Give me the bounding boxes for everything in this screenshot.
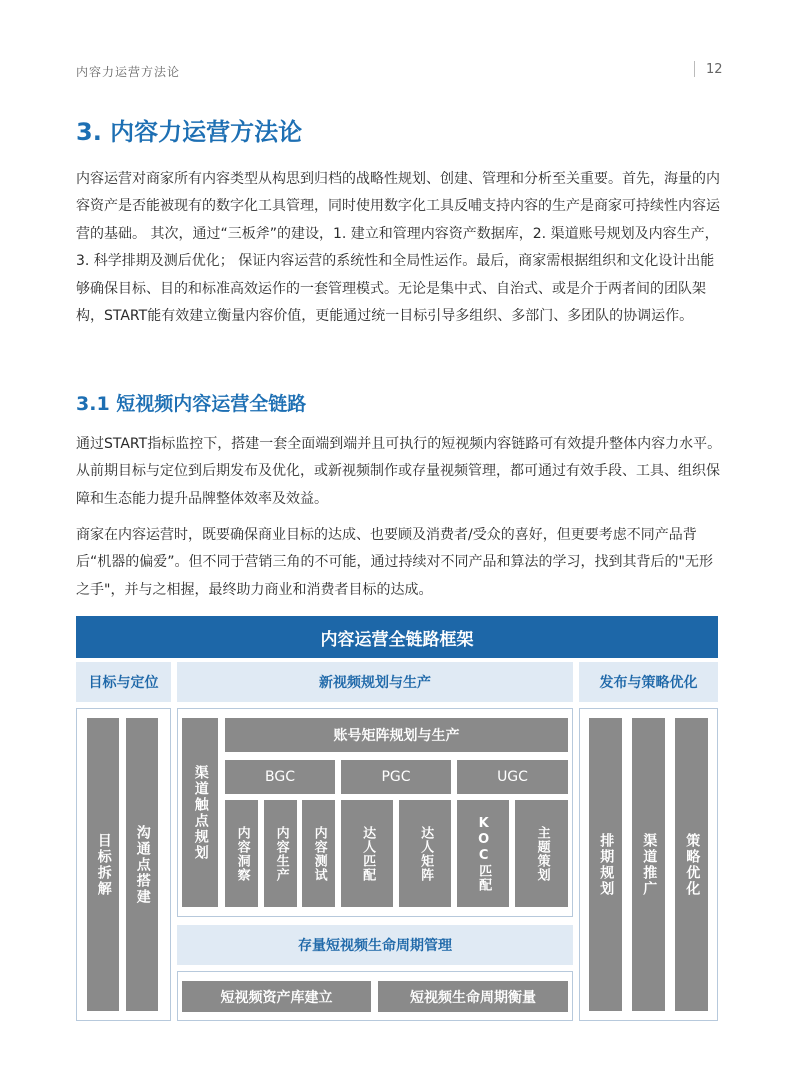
- publish-item-label: 渠道推广: [641, 832, 658, 897]
- bgc-item: [225, 800, 258, 907]
- bgc-item: [264, 800, 297, 907]
- goal-item: [87, 718, 119, 1011]
- running-header-title: 内容力运营方法论: [76, 65, 181, 79]
- ugc-bar: UGC: [457, 760, 568, 794]
- pgc-item: [399, 800, 451, 907]
- bgc-item-label: 内容洞察: [234, 825, 250, 882]
- goal-item-label: 目标拆解: [95, 832, 112, 897]
- channel-touchpoint-bar: [182, 718, 218, 907]
- column-header-goal: 目标与定位: [76, 662, 171, 702]
- publish-item: [589, 718, 622, 1011]
- column-header-publish: 发布与策略优化: [579, 662, 718, 702]
- pgc-item-label: 达人矩阵: [418, 825, 434, 882]
- pgc-item-label: 达人匹配: [360, 825, 376, 882]
- publish-item: [632, 718, 665, 1011]
- subsection-paragraph-2: 商家在内容运营时，既要确保商业目标的达成、也要顾及消费者/受众的喜好，但更要考虑不同产品背后“机器的偏爱”。但不同于营销三角的不可能，通过持续对不同产品和算法的学习，找到其背后的"无形之手"，并与之相握，最终助力商业和消费者目标的达成。: [76, 527, 713, 598]
- bgc-bar: BGC: [225, 760, 335, 794]
- column-header-new-video: 新视频规划与生产: [177, 662, 573, 702]
- ugc-item-label: KOC匹配: [476, 815, 492, 892]
- framework-title: 内容运营全链路框架: [76, 616, 718, 658]
- bgc-item: [302, 800, 335, 907]
- page-number: 12: [706, 62, 723, 77]
- channel-touchpoint-label: 渠道触点规划: [192, 764, 209, 861]
- header-divider: [694, 61, 695, 77]
- goal-item-label: 沟通点搭建: [134, 824, 151, 905]
- stock-lifecycle-header: 存量短视频生命周期管理: [177, 925, 573, 965]
- ugc-item: [457, 800, 509, 907]
- pgc-bar: PGC: [341, 760, 451, 794]
- pgc-item: [341, 800, 393, 907]
- publish-item: [675, 718, 708, 1011]
- stock-item: 短视频资产库建立: [182, 981, 371, 1012]
- publish-item-label: 策略优化: [684, 832, 701, 897]
- ugc-item-label: 主题策划: [534, 825, 550, 882]
- publish-item-label: 排期规划: [598, 832, 615, 897]
- subsection-paragraph-1: 通过START指标监控下，搭建一套全面端到端并且可执行的短视频内容链路可有效提升整体内容力水平。从前期目标与定位到后期发布及优化，或新视频制作或存量视频管理，都可通过有效手段、工具、组织保障和生态能力提升品牌整体效率及效益。: [76, 436, 722, 507]
- bgc-item-label: 内容测试: [311, 825, 327, 882]
- ugc-item: [515, 800, 568, 907]
- account-matrix-bar: 账号矩阵规划与生产: [225, 718, 568, 752]
- intro-paragraph: 内容运营对商家所有内容类型从构思到归档的战略性规划、创建、管理和分析至关重要。首先，海量的内容资产是否能被现有的数字化工具管理，同时使用数字化工具反哺支持内容的生产是商家可持续性内容运营的基础。 其次，通过“三板斧”的建设，1. 建立和管理内容资产数据库，2. 渠道账号规划及内容生产，3. 科学排期及测后优化； 保证内容运营的系统性和全局性运作。最后，商家需根据组织和文化设计出能够确保目标、目的和标准高效运作的一套管理模式。无论是集中式、自治式、或是介于两者间的团队架构，START能有效建立衡量内容价值，更能通过统一目标引导多组织、多部门、多团队的协调运作。: [76, 171, 720, 325]
- bgc-item-label: 内容生产: [273, 825, 289, 882]
- goal-item: [126, 718, 158, 1011]
- section-heading: 3. 内容力运营方法论: [76, 118, 303, 146]
- stock-item: 短视频生命周期衡量: [378, 981, 568, 1012]
- subsection-heading: 3.1 短视频内容运营全链路: [76, 393, 307, 415]
